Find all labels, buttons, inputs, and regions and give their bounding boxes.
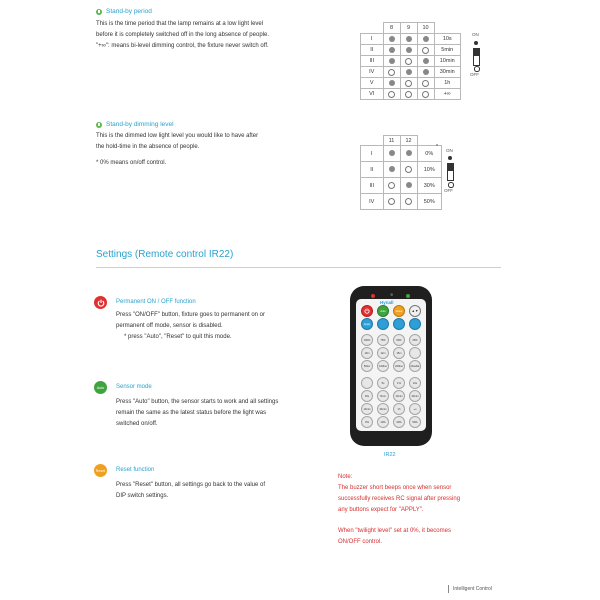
up-down-button[interactable] bbox=[409, 305, 421, 317]
reset-icon: Reset bbox=[94, 464, 107, 477]
dip-row bbox=[361, 89, 461, 100]
remote-key[interactable]: 15m bbox=[393, 347, 405, 359]
dip-row-label: II bbox=[361, 45, 384, 56]
switch-off-circle-icon bbox=[405, 91, 412, 98]
remote-key[interactable]: 30% bbox=[393, 416, 405, 428]
power-icon bbox=[364, 308, 370, 314]
dip-row-value: 30min bbox=[434, 67, 461, 78]
remote-key[interactable]: 100lux bbox=[377, 360, 389, 372]
remote-key[interactable]: 30s bbox=[361, 390, 373, 402]
remote-key[interactable]: 10s bbox=[409, 377, 421, 389]
remote-key[interactable]: 12m bbox=[377, 347, 389, 359]
setting-button[interactable] bbox=[409, 318, 421, 330]
switch-on-circle-icon bbox=[389, 150, 395, 156]
switch-on-dot-icon bbox=[474, 41, 478, 45]
dip-row-value: 1h bbox=[434, 78, 461, 89]
remote-key[interactable]: 10m bbox=[361, 347, 373, 359]
dip-row-value: 50% bbox=[417, 194, 442, 210]
dip-row-label: IV bbox=[361, 194, 384, 210]
remote-face bbox=[356, 299, 426, 431]
dip-row-label: IV bbox=[361, 67, 384, 78]
dip-row bbox=[361, 56, 461, 67]
switch-off-circle-icon bbox=[388, 91, 395, 98]
switch-on-circle-icon bbox=[389, 47, 395, 53]
dip-row-label: III bbox=[361, 56, 384, 67]
switch-on-circle-icon bbox=[389, 166, 395, 172]
dip-row bbox=[361, 178, 442, 194]
standby-dimming-dip-table: 11 12 I 0% * II 10% III 30% IV 50% bbox=[360, 135, 442, 210]
dip-row bbox=[361, 34, 461, 45]
dip-row-value: 10min bbox=[434, 56, 461, 67]
switch-on-circle-icon bbox=[389, 36, 395, 42]
standby-dimming-title: Stand-by dimming level bbox=[96, 121, 174, 128]
remote-key[interactable]: 0% bbox=[361, 416, 373, 428]
switch-on-circle-icon bbox=[389, 58, 395, 64]
dip-row bbox=[361, 162, 442, 178]
remote-key[interactable]: 1% bbox=[393, 377, 405, 389]
dip-row-label: I bbox=[361, 34, 384, 45]
reset-text: Press "Reset" button, all settings go back to the value of DIP switch settings. bbox=[116, 482, 266, 499]
setting-button[interactable] bbox=[393, 318, 405, 330]
dip-row-value: 10% bbox=[417, 162, 442, 178]
remote-key[interactable]: 1h bbox=[393, 403, 405, 415]
remote-key[interactable]: 75% bbox=[377, 334, 389, 346]
auto-icon: Auto bbox=[94, 381, 107, 394]
dip-row-value: 10s bbox=[434, 34, 461, 45]
switch-on-circle-icon bbox=[423, 36, 429, 42]
remote-key[interactable]: 10min bbox=[361, 403, 373, 415]
remote-key[interactable]: 5min bbox=[377, 390, 389, 402]
switch-on-label: ON bbox=[472, 32, 479, 37]
footnote-mark: * bbox=[436, 144, 438, 150]
remote-caption: IR22 bbox=[384, 452, 396, 458]
switch-on-circle-icon bbox=[389, 80, 395, 86]
remote-key[interactable]: 10% bbox=[377, 416, 389, 428]
switch-off-circle-icon bbox=[422, 47, 429, 54]
auto-button[interactable]: Auto bbox=[377, 305, 389, 317]
dip-row-label: II bbox=[361, 162, 384, 178]
switch-off-circle-icon bbox=[405, 198, 412, 205]
settings-heading: Settings (Remote control IR22) bbox=[96, 249, 234, 260]
switch-off-circle-icon bbox=[388, 69, 395, 76]
dip-row-label: VI bbox=[361, 89, 384, 100]
switch-on-circle-icon bbox=[423, 58, 429, 64]
remote-key[interactable]: Disable bbox=[409, 360, 421, 372]
dip-switch-icon bbox=[447, 163, 454, 181]
heading-divider bbox=[96, 267, 501, 268]
permanent-title: Permanent ON / OFF function bbox=[116, 299, 196, 305]
remote-key[interactable]: 200lux bbox=[393, 360, 405, 372]
remote-key[interactable] bbox=[361, 377, 373, 389]
sensor-title: Sensor mode bbox=[116, 384, 152, 390]
dip-row-label: I bbox=[361, 146, 384, 162]
dip-row bbox=[361, 45, 461, 56]
dip-row bbox=[361, 67, 461, 78]
remote-key[interactable]: +∞ bbox=[409, 403, 421, 415]
remote-key[interactable]: 100% bbox=[361, 334, 373, 346]
standby-period-text: This is the time period that the lamp remains at a low light level before it is completely switched off in the long absence of people. "+∞": means bi-level dimming control, the fixture never switch off. bbox=[96, 21, 269, 49]
power-icon bbox=[94, 296, 107, 309]
check-icon bbox=[96, 9, 102, 15]
dip-row-value: +∞ bbox=[434, 89, 461, 100]
switch-off-circle-icon bbox=[405, 166, 412, 173]
switch-on-dot-icon bbox=[448, 156, 452, 160]
permanent-text: Press "ON/OFF" button, fixture goes to permanent on or permanent off mode, sensor is disabled. * press "Auto", "Reset" to quit this mode. bbox=[116, 312, 265, 340]
switch-off-circle-icon bbox=[388, 182, 395, 189]
dip-row bbox=[361, 146, 442, 162]
switch-off-label: OFF bbox=[470, 72, 479, 77]
remote-key[interactable]: 50% bbox=[393, 334, 405, 346]
footer-text: Intelligent Control bbox=[453, 586, 492, 592]
switch-off-circle-icon bbox=[405, 58, 412, 65]
indicator-led-icon bbox=[406, 294, 410, 298]
setting-button[interactable] bbox=[377, 318, 389, 330]
reset-button[interactable]: Reset bbox=[393, 305, 405, 317]
dip-row-value: 30% bbox=[417, 178, 442, 194]
dip-row-value: 0% * bbox=[417, 146, 442, 162]
standby-period-title: Stand-by period bbox=[96, 8, 152, 15]
check-icon bbox=[96, 122, 102, 128]
remote-key[interactable] bbox=[409, 347, 421, 359]
dip-row-label: III bbox=[361, 178, 384, 194]
remote-key[interactable]: 5s bbox=[377, 377, 389, 389]
switch-on-circle-icon bbox=[423, 69, 429, 75]
switch-off-circle-icon bbox=[405, 80, 412, 87]
switch-on-circle-icon bbox=[406, 36, 412, 42]
switch-on-circle-icon bbox=[406, 47, 412, 53]
power-button[interactable] bbox=[361, 305, 373, 317]
remote-key[interactable]: 10min bbox=[393, 390, 405, 402]
switch-on-circle-icon bbox=[406, 150, 412, 156]
apply-button[interactable]: Apply bbox=[361, 318, 373, 330]
remote-key[interactable]: 30min bbox=[377, 403, 389, 415]
remote-brand: Hynall bbox=[380, 300, 394, 305]
footer-divider bbox=[448, 585, 449, 593]
dip-row-value: 5min bbox=[434, 45, 461, 56]
switch-off-circle-icon bbox=[422, 91, 429, 98]
switch-off-label: OFF bbox=[444, 188, 453, 193]
dip-row bbox=[361, 78, 461, 89]
standby-dimming-text: This is the dimmed low light level you would like to have after the hold-time in the absence of people. * 0% means on/off control. bbox=[96, 133, 259, 166]
note: Note: The buzzer short beeps once when sensor successfully receives RC signal after pressing any buttons expect for "APPLY". When "twilight level" set at 0%, it becomes ON/OFF control. bbox=[338, 474, 461, 545]
up-down-arrow-icon: ▲▼ bbox=[411, 309, 419, 313]
indicator-led-icon bbox=[371, 294, 375, 298]
switch-on-label: ON bbox=[446, 148, 453, 153]
dip-switch-icon bbox=[473, 48, 480, 66]
remote-key[interactable]: 50lux bbox=[361, 360, 373, 372]
switch-on-circle-icon bbox=[406, 69, 412, 75]
switch-off-circle-icon bbox=[422, 80, 429, 87]
standby-period-dip-table: 8 9 10 I 10s II 5min III 10min IV 30min V 1h VI +∞ bbox=[360, 22, 461, 100]
switch-on-circle-icon bbox=[406, 182, 412, 188]
remote-key[interactable]: 50% bbox=[409, 416, 421, 428]
dip-row bbox=[361, 194, 442, 210]
dip-row-label: V bbox=[361, 78, 384, 89]
remote-key[interactable]: 30min bbox=[409, 390, 421, 402]
switch-off-dot-icon bbox=[448, 182, 454, 188]
remote-control bbox=[350, 286, 432, 446]
reset-title: Reset function bbox=[116, 467, 155, 473]
switch-off-dot-icon bbox=[474, 66, 480, 72]
switch-off-circle-icon bbox=[388, 198, 395, 205]
remote-key[interactable]: 25% bbox=[409, 334, 421, 346]
sensor-text: Press "Auto" button, the sensor starts to work and all settings remain the same as the latest status before the light was switched on/off. bbox=[116, 399, 279, 427]
ir-signal-icon: ≋ bbox=[390, 292, 394, 297]
